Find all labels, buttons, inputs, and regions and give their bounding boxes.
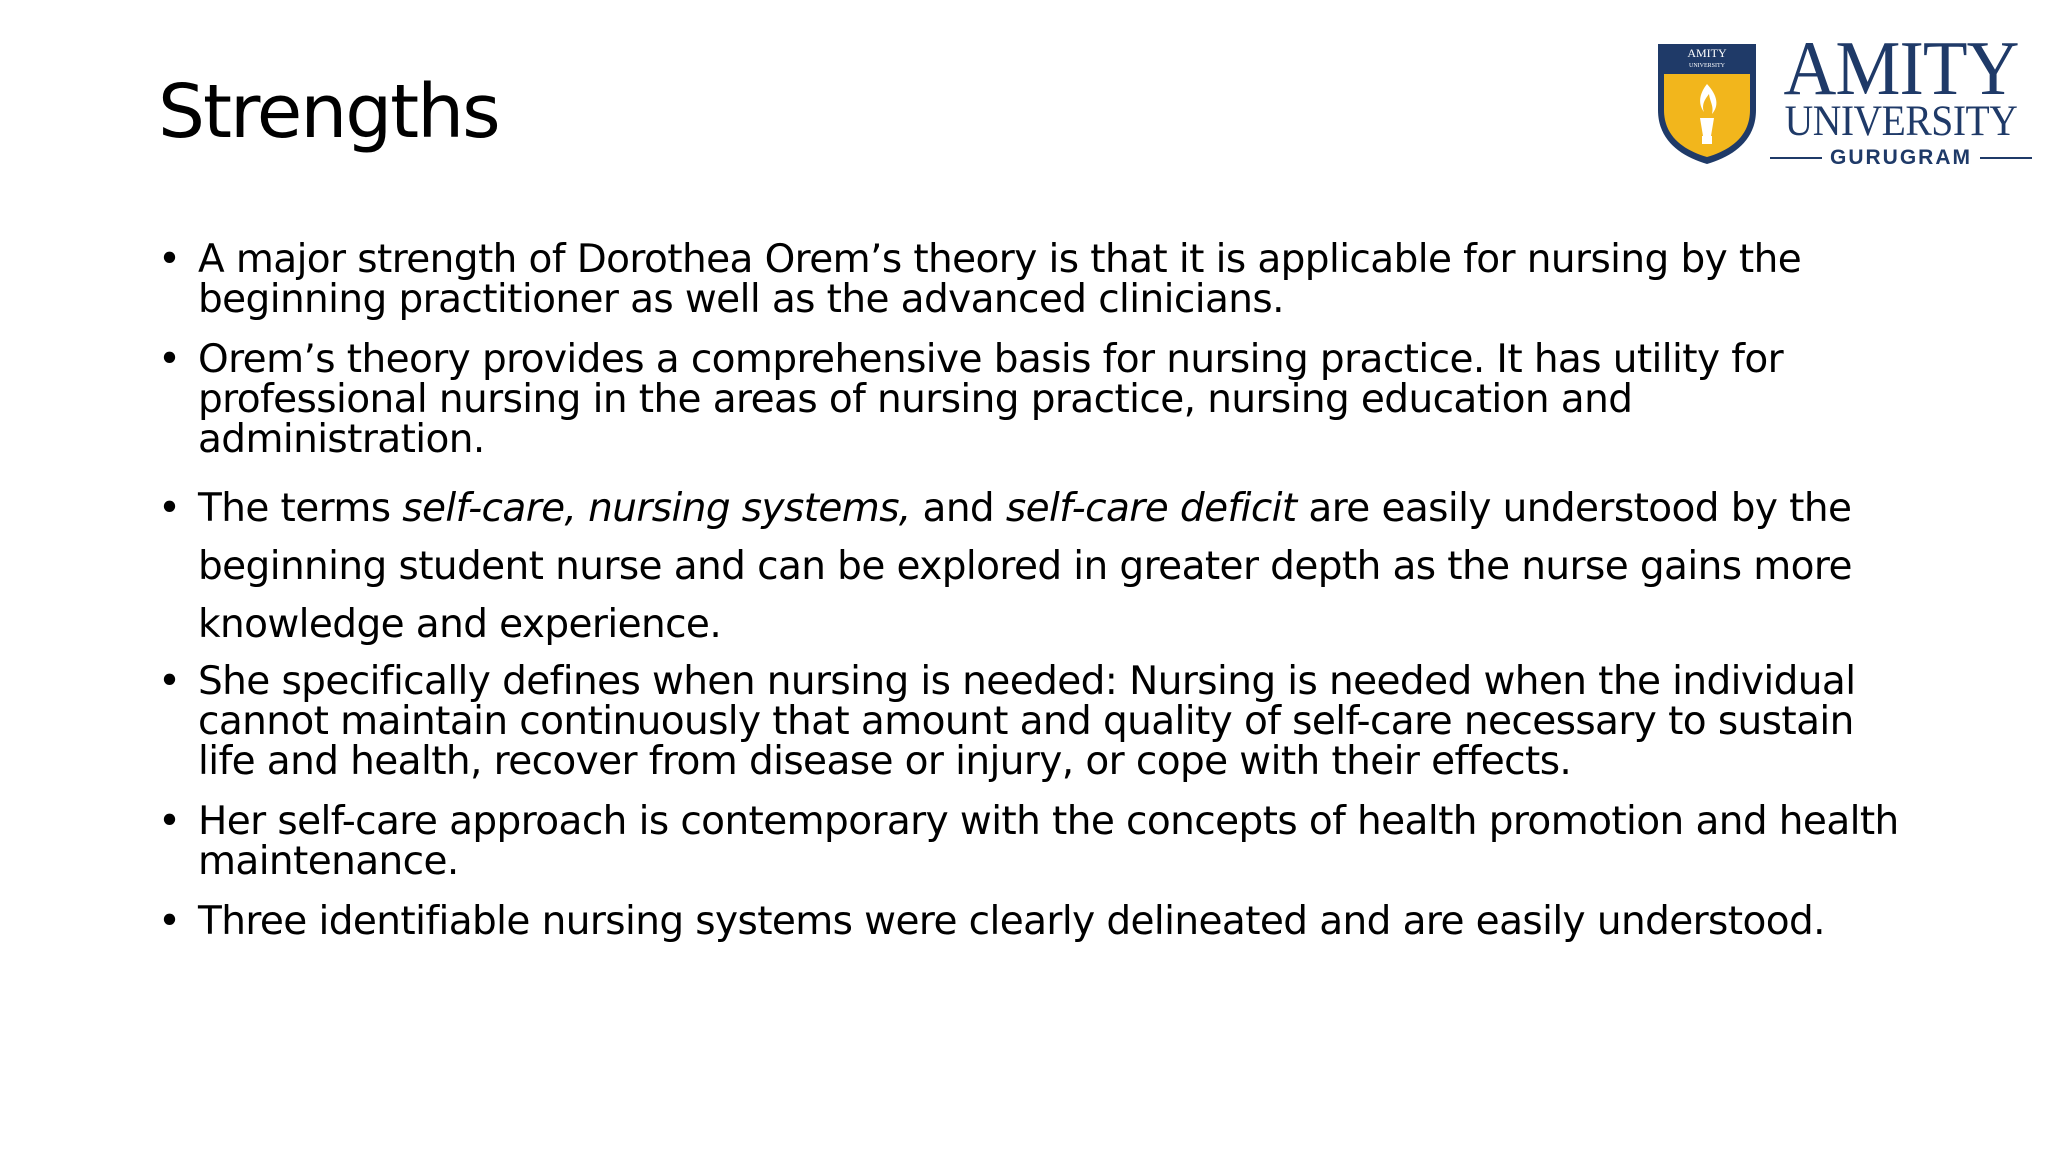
logo-campus-row [1770, 146, 2032, 170]
bullet-item [150, 659, 1910, 784]
bullet-text: Orem’s theory provides a comprehensive basis for nursing practice. It has utility for professional nursing in the areas of nursing practice, nursing education and administration. [198, 337, 1784, 462]
bullet-text-part: are easily understood by the beginning student nurse and can be explored in greater depth as the nurse gains more knowledge and experience. [198, 486, 1852, 647]
bullet-dot: • [158, 237, 181, 282]
bullet-text-part: and [910, 486, 1006, 531]
bullet-text-part: The terms [198, 486, 403, 531]
bullet-text: Her self-care approach is contemporary with the concepts of health promotion and health maintenance. [198, 799, 1899, 884]
bullet-text: She specifically defines when nursing is needed: Nursing is needed when the individual cannot maintain continuously that amount and quality of self-care necessary to sustain life and health, recover from disease or injury, or cope with their effects. [198, 659, 1856, 784]
bullet-dot: • [158, 659, 181, 704]
logo-wordmark [1770, 25, 2032, 170]
bullet-item [150, 799, 1910, 884]
bullet-item [150, 337, 1910, 462]
shield-sub-text: UNIVERSITY [1689, 63, 1725, 69]
bullet-item [150, 480, 1910, 654]
bullet-dot: • [158, 486, 181, 531]
bullet-item [150, 237, 1910, 322]
logo-name-amity: AMITY [1783, 25, 2019, 111]
logo-campus-name: GURUGRAM [1830, 146, 1972, 169]
shield-top-text: AMITY [1687, 46, 1727, 60]
bullet-text: A major strength of Dorothea Orem’s theory is that it is applicable for nursing by the beginning practitioner as well as the advanced clinicians. [198, 237, 1802, 322]
bullet-dot: • [158, 899, 181, 944]
bullet-item [150, 899, 1910, 944]
bullet-dot: • [158, 337, 181, 382]
bullet-dot: • [158, 799, 181, 844]
slide-title: Strengths [158, 69, 499, 155]
logo-name-university: UNIVERSITY [1784, 98, 2018, 145]
bullet-list [150, 237, 1910, 962]
amity-shield-emblem [1652, 40, 1762, 166]
logo-rule-right [1980, 157, 2032, 159]
amity-university-logo [1652, 25, 2032, 172]
logo-rule-left [1770, 157, 1822, 159]
bullet-italic-term: self-care, nursing systems, [402, 486, 911, 531]
bullet-italic-term: self-care deficit [1005, 486, 1297, 531]
bullet-text: Three identifiable nursing systems were clearly delineated and are easily understood. [198, 899, 1825, 944]
